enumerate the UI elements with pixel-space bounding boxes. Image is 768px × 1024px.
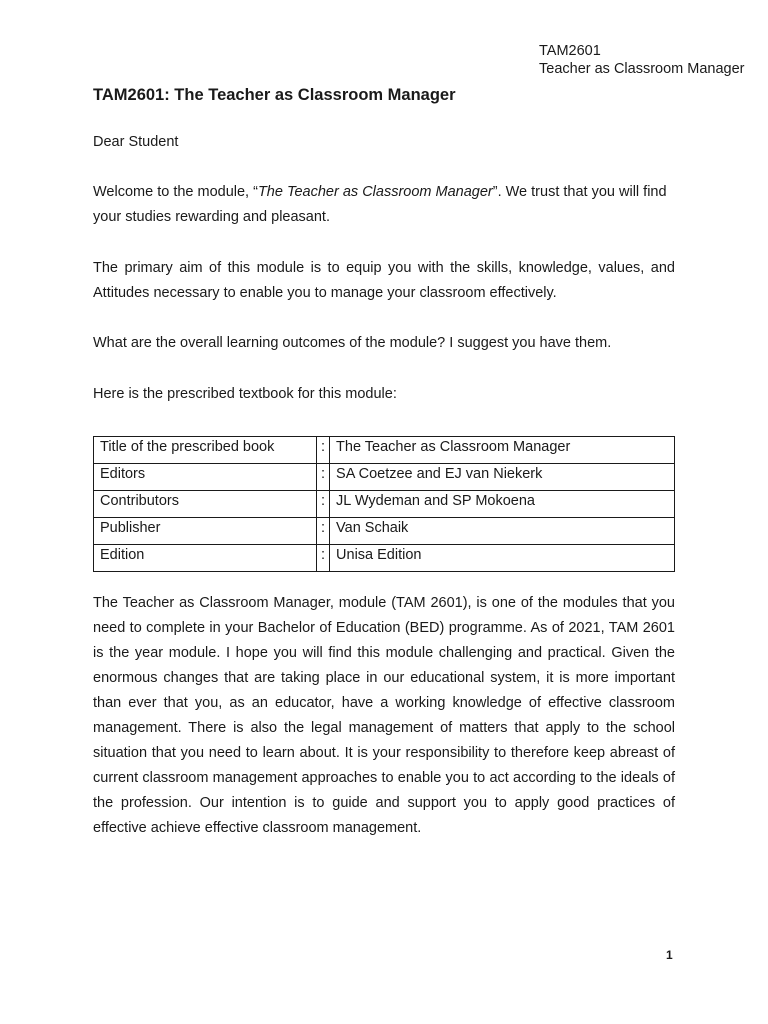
table-row	[94, 545, 675, 572]
table-label: Publisher	[94, 518, 317, 545]
table-row	[94, 491, 675, 518]
table-value: SA Coetzee and EJ van Niekerk	[330, 464, 675, 491]
table-label: Editors	[94, 464, 317, 491]
greeting: Dear Student	[93, 134, 179, 150]
table-value: Unisa Edition	[330, 545, 675, 572]
table-row	[94, 464, 675, 491]
textbook-intro: Here is the prescribed textbook for this module:	[93, 386, 397, 402]
textbook-table	[93, 436, 675, 572]
table-separator: :	[317, 545, 330, 572]
table-value: Van Schaik	[330, 518, 675, 545]
table-label: Edition	[94, 545, 317, 572]
outcomes-question: What are the overall learning outcomes of the module? I suggest you have them.	[93, 335, 612, 351]
table-value: JL Wydeman and SP Mokoena	[330, 491, 675, 518]
running-header	[539, 42, 745, 78]
table-value: The Teacher as Classroom Manager	[330, 437, 675, 464]
table-separator: :	[317, 437, 330, 464]
page-title: TAM2601: The Teacher as Classroom Manager	[93, 86, 456, 104]
table-separator: :	[317, 491, 330, 518]
header-module-name: Teacher as Classroom Manager	[539, 61, 745, 77]
table-separator: :	[317, 464, 330, 491]
welcome-paragraph	[93, 180, 675, 230]
header-module-code: TAM2601	[539, 43, 601, 59]
welcome-text-end: ”. We trust that you will find your studies rewarding and pleasant.	[93, 184, 667, 225]
module-description-paragraph: The Teacher as Classroom Manager, module (TAM 2601), is one of the modules that you need to complete in your Bachelor of Education (BED) programme. As of 2021, TAM 2601 is the year module. I hope you will find this module challenging and practical. Given the enormous changes that are taking place in our educational system, it is more important than ever that you, as an educator, have a working knowledge of effective classroom management. There is also the legal management of matters that apply to the school situation that you need to learn about. It is your responsibility to therefore keep abreast of current classroom management approaches to enable you to act according to the ideals of the profession. Our intention is to guide and support you to apply good practices of effective achieve effective classroom management.	[93, 595, 675, 836]
table-label: Title of the prescribed book	[94, 437, 317, 464]
welcome-text-start: Welcome to the module, “	[93, 184, 258, 200]
table-row	[94, 437, 675, 464]
table-row	[94, 518, 675, 545]
table-label: Contributors	[94, 491, 317, 518]
aim-paragraph: The primary aim of this module is to equip you with the skills, knowledge, values, and Attitudes necessary to enable you to manage your classroom effectively.	[93, 260, 675, 301]
page-number: 1	[666, 948, 673, 962]
welcome-module-name: The Teacher as Classroom Manager	[257, 184, 493, 200]
table-separator: :	[317, 518, 330, 545]
